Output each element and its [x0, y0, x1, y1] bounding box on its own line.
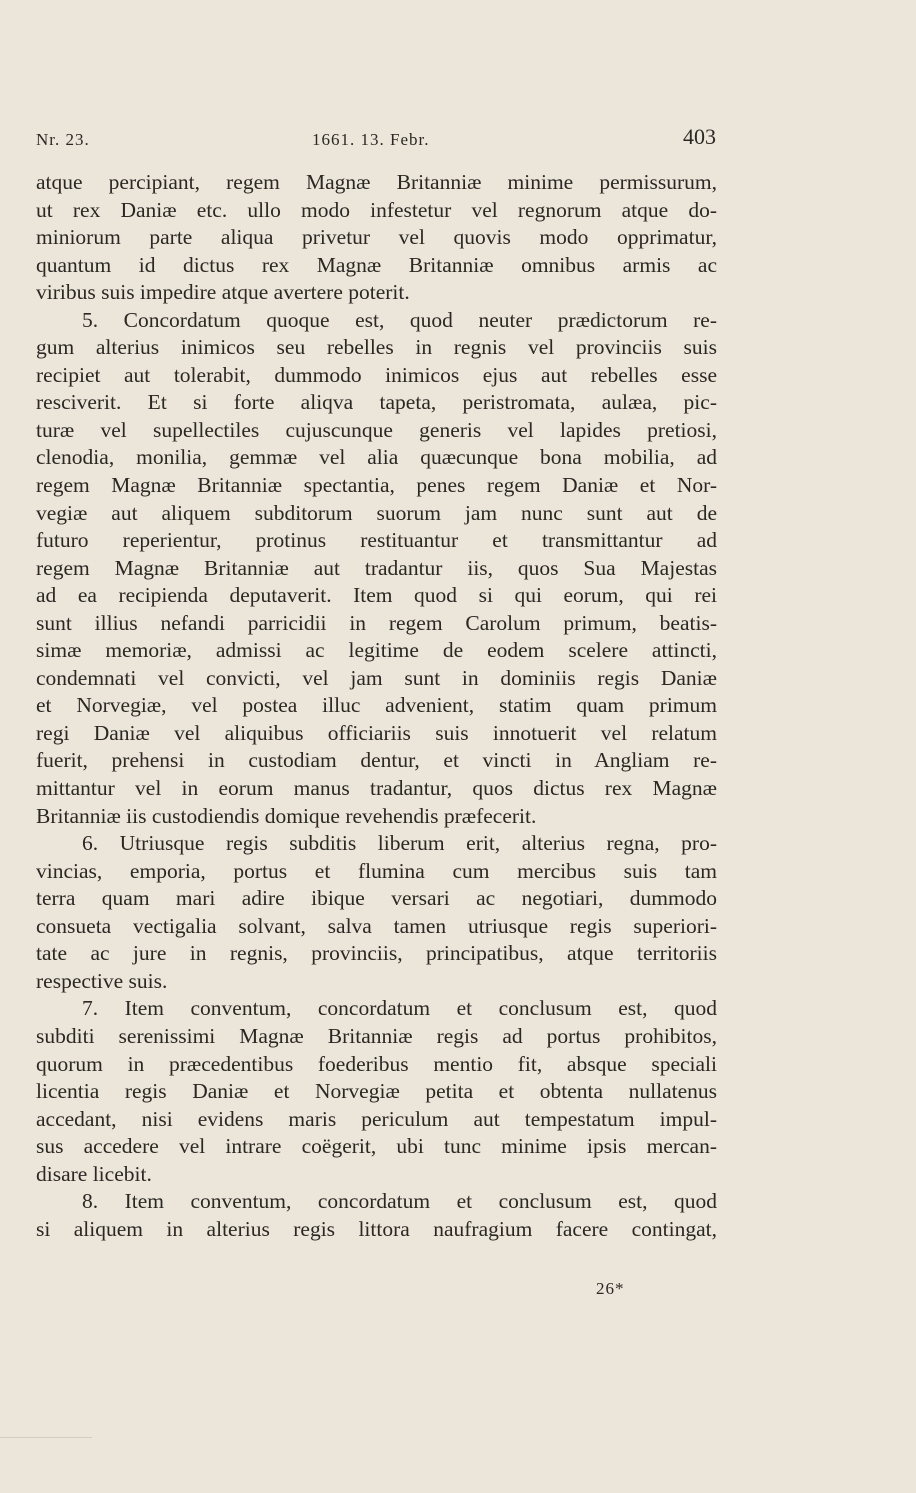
text-line: futuro reperientur, protinus restituantur et transmittantur ad — [36, 528, 717, 553]
text-line: et Norvegiæ, vel postea illuc advenient, statim quam primum — [36, 693, 717, 718]
text-line: si aliquem in alterius regis littora naufragium facere contingat, — [36, 1216, 717, 1241]
text-line: regem Magnæ Britanniæ aut tradantur iis, quos Sua Majestas — [36, 555, 717, 580]
paragraph-6-start: 6. Utriusque regis subditis liberum erit, alterius regna, pro- — [82, 831, 717, 856]
text-line: simæ memoriæ, admissi ac legitime de eodem scelere attincti, — [36, 638, 717, 663]
header-document-number: Nr. 23. — [36, 130, 90, 149]
paragraph-5-start: 5. Concordatum quoque est, quod neuter prædictorum re- — [82, 307, 717, 332]
page-number: 403 — [683, 124, 716, 149]
text-line: tate ac jure in regnis, provinciis, principatibus, atque territoriis — [36, 941, 717, 966]
text-line: condemnati vel convicti, vel jam sunt in dominiis regis Daniæ — [36, 665, 717, 690]
body-text — [36, 169, 717, 1243]
text-line: licentia regis Daniæ et Norvegiæ petita et obtenta nullatenus — [36, 1079, 717, 1104]
text-line: turæ vel supellectiles cujuscunque generis vel lapides pretiosi, — [36, 417, 717, 442]
text-line: accedant, nisi evidens maris periculum aut tempestatum impul- — [36, 1106, 717, 1131]
text-line: gum alterius inimicos seu rebelles in regnis vel provinciis suis — [36, 335, 717, 360]
text-line: vegiæ aut aliquem subditorum suorum jam nunc sunt aut de — [36, 500, 717, 525]
text-line: disare licebit. — [36, 1161, 152, 1186]
text-line: consueta vectigalia solvant, salva tamen utriusque regis superiori- — [36, 913, 717, 938]
text-line: sus accedere vel intrare coëgerit, ubi tunc minime ipsis mercan- — [36, 1134, 717, 1159]
text-line: viribus suis impedire atque avertere poterit. — [36, 280, 410, 305]
text-line: recipiet aut tolerabit, dummodo inimicos ejus aut rebelles esse — [36, 362, 717, 387]
text-line: mittantur vel in eorum manus tradantur, quos dictus rex Magnæ — [36, 776, 717, 801]
text-line: clenodia, monilia, gemmæ vel alia quæcunque bona mobilia, ad — [36, 445, 717, 470]
text-line: ut rex Daniæ etc. ullo modo infestetur vel regnorum atque do- — [36, 197, 717, 222]
header-date: 1661. 13. Febr. — [312, 130, 430, 149]
text-line: subditi serenissimi Magnæ Britanniæ regis ad portus prohibitos, — [36, 1023, 717, 1048]
text-line: quantum id dictus rex Magnæ Britanniæ omnibus armis ac — [36, 252, 717, 277]
text-line: sunt illius nefandi parricidii in regem Carolum primum, beatis- — [36, 610, 717, 635]
text-line: regi Daniæ vel aliquibus officiariis suis innotuerit vel relatum — [36, 720, 717, 745]
text-line: fuerit, prehensi in custodiam dentur, et vincti in Angliam re- — [36, 748, 717, 773]
paragraph-7-start: 7. Item conventum, concordatum et conclusum est, quod — [82, 996, 717, 1021]
text-line: Britanniæ iis custodiendis domique revehendis præfecerit. — [36, 803, 537, 828]
text-line: atque percipiant, regem Magnæ Britanniæ minime permissurum, — [36, 170, 717, 194]
edge-rule — [0, 1437, 92, 1438]
paragraph-8-start: 8. Item conventum, concordatum et conclusum est, quod — [82, 1189, 717, 1214]
text-line: terra quam mari adire ibique versari ac negotiari, dummodo — [36, 886, 717, 911]
running-header — [36, 124, 716, 154]
text-line: respective suis. — [36, 968, 168, 993]
signature-mark: 26* — [596, 1279, 625, 1298]
text-line: resciverit. Et si forte aliqva tapeta, peristromata, aulæa, pic- — [36, 390, 717, 415]
text-line: miniorum parte aliqua privetur vel quovis modo opprimatur, — [36, 225, 717, 250]
text-line: vincias, emporia, portus et flumina cum mercibus suis tam — [36, 858, 717, 883]
text-line: ad ea recipienda deputaverit. Item quod si qui eorum, qui rei — [36, 583, 717, 608]
text-line: regem Magnæ Britanniæ spectantia, penes regem Daniæ et Nor- — [36, 473, 717, 498]
text-line: quorum in præcedentibus foederibus mentio fit, absque speciali — [36, 1051, 717, 1076]
